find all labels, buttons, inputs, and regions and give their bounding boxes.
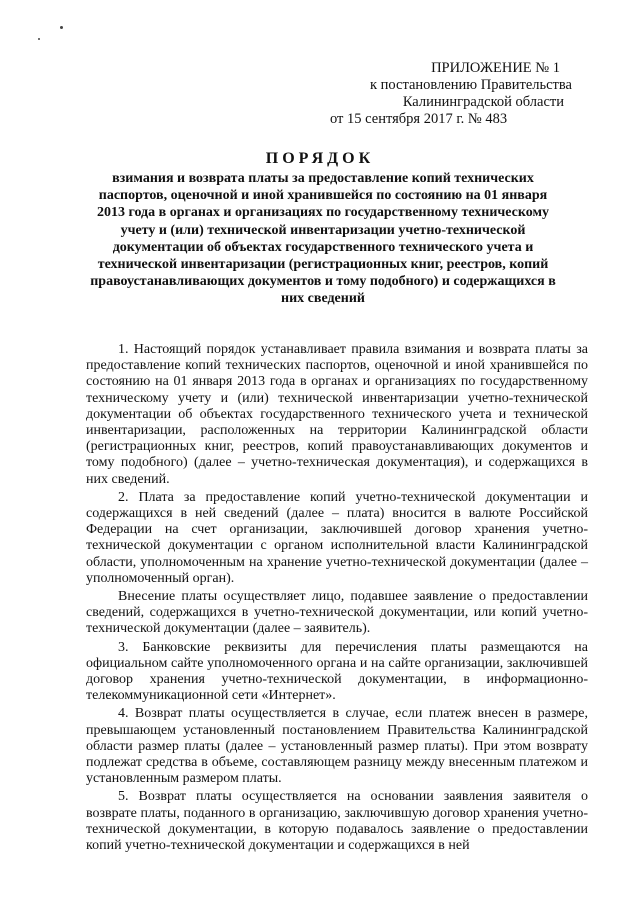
- appendix-region: Калининградской области: [402, 94, 564, 110]
- appendix-number: ПРИЛОЖЕНИЕ № 1: [431, 60, 560, 76]
- scan-speck: [38, 38, 40, 40]
- paragraph: 4. Возврат платы осуществляется в случае, если платеж внесен в размере, превышающем установленный постановлением Правительства Калининградской области размер платы (далее – установленный размер платы). При этом возврату подлежат средства в объеме, составляющем разницу между внесенным платежом и установленным размером платы.: [86, 706, 588, 787]
- document-subtitle: взимания и возврата платы за предоставление копий технических паспортов, оценочной и иной хранившейся по состоянию на 01 января 2013 года в органах и организациях по государственному техническому учету и (или) технической инвентаризации учетно-технической документации об объектах государственного технического учета и технической инвентаризации (регистрационных книг, реестров, копий правоустанавливающих документов и тому подобного) и содержащихся в них сведений: [90, 171, 556, 307]
- paragraph: 5. Возврат платы осуществляется на основании заявления заявителя о возврате платы, поданного в организацию, заключившую договор хранения учетно-технической документации, в которую подавалось заявление о предоставлении копий учетно-технической документации и содержащихся в ней: [86, 789, 588, 854]
- paragraph: Внесение платы осуществляет лицо, подавшее заявление о предоставлении сведений, содержащихся в учетно-технической документации, или копий учетно-технической документации (далее – заявитель).: [86, 589, 588, 637]
- document-body: [86, 342, 588, 856]
- scan-speck: [60, 26, 63, 29]
- document-title: ПОРЯДОК: [265, 150, 375, 167]
- paragraph: 3. Банковские реквизиты для перечисления платы размещаются на официальном сайте уполномоченного органа и на сайте организации, заключившей договор хранения учетно-технической документации, в информационно-телекоммуникационной сети «Интернет».: [86, 639, 588, 704]
- paragraph: 1. Настоящий порядок устанавливает правила взимания и возврата платы за предоставление копий технических паспортов, оценочной и иной хранившейся по состоянию на 01 января 2013 года в органах и организациях по государственному техническому учету и (или) технической инвентаризации учетно-технической документации об объектах государственного технического учета и технической инвентаризации, расположенных на территории Калининградской области (регистрационных книг, реестров, копий правоустанавливающих документов и тому подобного) (далее – учетно-техническая документация), и содержащихся в них сведений.: [86, 342, 588, 487]
- paragraph: 2. Плата за предоставление копий учетно-технической документации и содержащихся в ней сведений (далее – плата) вносится в валюте Российской Федерации на счет организации, заключившей договор хранения учетно-технической документации с органом исполнительной власти Калининградской области, уполномоченным на хранение учетно-технической документации (далее – уполномоченный орган).: [86, 489, 588, 586]
- appendix-date: от 15 сентября 2017 г. № 483: [330, 111, 508, 127]
- appendix-header: [300, 60, 600, 128]
- appendix-resolution-ref: к постановлению Правительства: [370, 77, 572, 93]
